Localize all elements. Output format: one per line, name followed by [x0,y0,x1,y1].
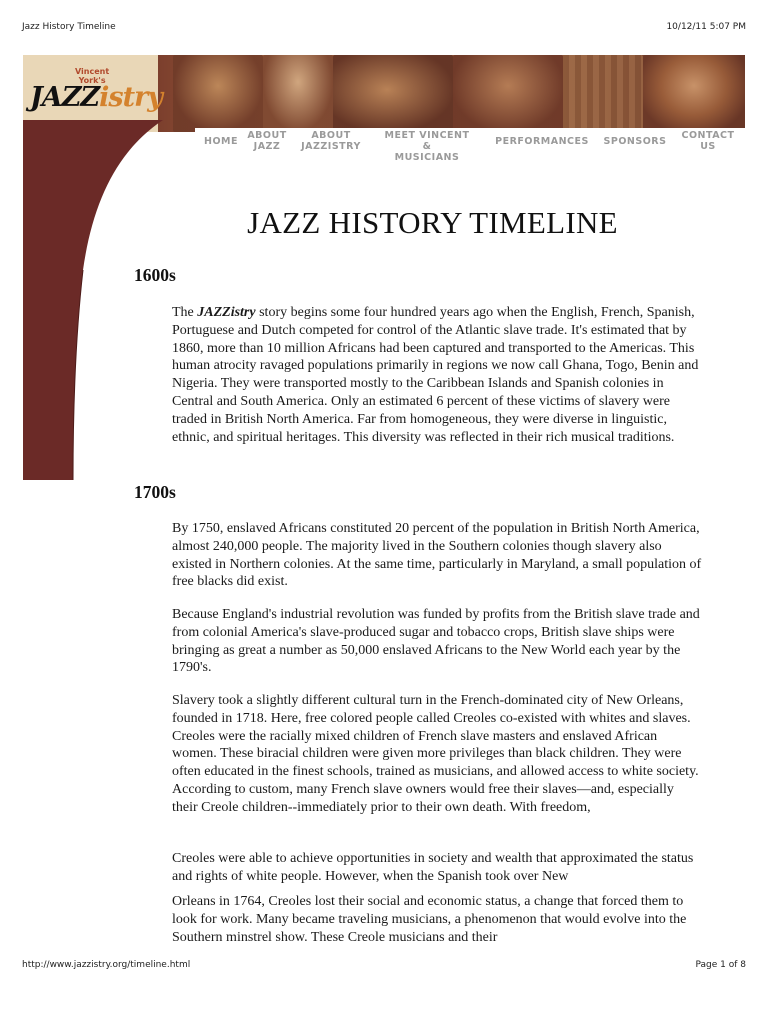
banner-photo-students [333,55,453,132]
logo-subtitle-line2: York's [78,76,106,85]
print-header-datetime: 10/12/11 5:07 PM [666,22,746,32]
print-header-title: Jazz History Timeline [22,22,116,32]
logo-subtitle-line1: Vincent [75,67,110,76]
logo-word-jazz: JAZZ [30,82,100,113]
nav-performances[interactable] [495,136,589,147]
nav-meet-vincent[interactable] [379,130,475,163]
section-heading-1700s: 1700s [134,482,176,502]
site-logo[interactable] [30,82,162,113]
banner-photo-vincent [643,55,745,132]
paragraph-1700s-5-clipped [172,893,712,943]
section-heading-1600s: 1600s [134,265,176,285]
banner-photo-keyboard [563,55,643,132]
jazzistry-emphasis: JAZZistry [197,305,256,320]
page-title: JAZZ HISTORY TIMELINE [247,205,618,240]
paragraph-1700s-2: Because England's industrial revolution was funded by profits from the British slave trade and from colonial America's slave-produced sugar and tobacco crops, British slave ships were bringing as great a number as 50,000 enslaved Africans to the New World each year by the 1790's. [172,607,700,676]
paragraph-1600s-intro [172,304,702,446]
banner-photo-audience [453,55,563,132]
nav-about-jazzistry-line1: ABOUT [311,130,351,141]
paragraph-1700s-4: Creoles were able to achieve opportunities in society and wealth that approximated the status and rights of white people. However, when the Spanish took over New [172,851,694,884]
nav-performances-label: PERFORMANCES [495,136,589,147]
nav-contact-us[interactable] [681,130,735,152]
paragraph-1700s-5: Orleans in 1764, Creoles lost their social and economic status, a change that forced them to look for work. Many became traveling musicians, a phenomenon that would evolve into the Southern minstrel show. These Creole musicians and their [172,894,687,943]
nav-meet-vincent-line1: MEET VINCENT & [384,130,470,152]
logo-word-istry: istry [99,82,162,113]
nav-sponsors-label: SPONSORS [603,136,667,147]
nav-about-jazz-line1: ABOUT [247,130,287,141]
nav-contact-us-line1: CONTACT [681,130,735,141]
nav-about-jazzistry-line2: JAZZISTRY [301,141,361,152]
print-footer-url[interactable]: http://www.jazzistry.org/timeline.html [22,960,191,970]
nav-meet-vincent-line2: MUSICIANS [394,152,460,163]
nav-about-jazz[interactable] [243,130,291,152]
decorative-swoosh [23,120,163,480]
nav-about-jazzistry[interactable] [297,130,365,152]
nav-about-jazz-line2: JAZZ [253,141,281,152]
banner-photo-performer [263,55,333,132]
paragraph-1700s-1: By 1750, enslaved Africans constituted 20 percent of the population in British North America, almost 240,000 people. The majority lived in the Southern colonies though slavery also existed in Northern colonies. At the same time, particularly in Maryland, a small population of free blacks did exist. [172,521,702,590]
main-nav [195,128,745,163]
print-footer-page: Page 1 of 8 [695,960,746,970]
banner-photo-pianist [173,55,263,132]
nav-contact-us-line2: US [700,141,716,152]
nav-home-label: HOME [204,136,238,147]
print-header [22,22,746,36]
print-footer [22,960,746,974]
nav-sponsors[interactable] [603,136,667,147]
paragraph-prefix: The [172,305,198,320]
paragraph-1700s-3: Slavery took a slightly different cultural turn in the French-dominated city of New Orleans, founded in 1718. Here, free colored people called Creoles co-existed with whites and slaves. Creoles were the racially mixed children of French slave masters and enslaved African women. These biracial children were given more privileges than black children. They were often educated in the finest schools, trained as musicians, and allowed access to white society. According to custom, many French slave owners would free their slaves—and, especially their Creole children--immediately prior to their own death. With freedom, [172,693,699,815]
paragraph-body: story begins some four hundred years ago when the English, French, Spanish, Portuguese and Dutch competed for control of the Atlantic slave trade. It's estimated that by 1860, more than 10 million Africans had been captured and transported to the Americas. This human atrocity ravaged populations primarily in regions we now call Ghana, Togo, Benin and Nigeria. They were transported mostly to the Caribbean Islands and Spanish colonies in Central and South America. Only an estimated 6 percent of these victims of slavery were traded in British North America. Far from homogeneous, they were diverse in linguistic, ethnic, and spiritual heritages. This diversity was reflected in their rich musical traditions. [172,305,699,445]
nav-home[interactable] [201,136,241,147]
